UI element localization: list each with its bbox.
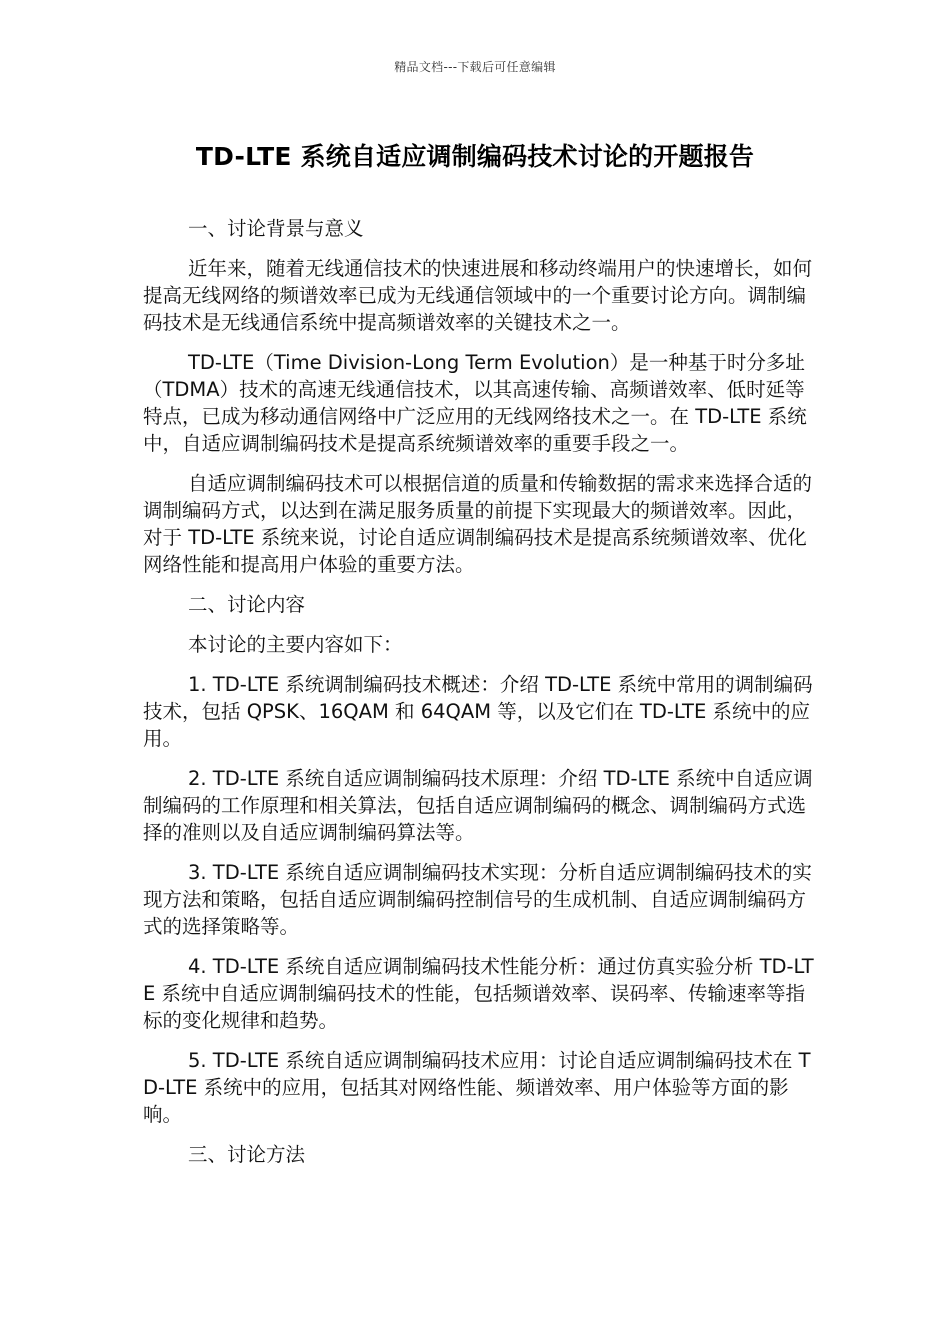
list-item: 1. TD-LTE 系统调制编码技术概述：介绍 TD-LTE 系统中常用的调制编码技术，包括 QPSK、16QAM 和 64QAM 等，以及它们在 TD-LTE 系统中的应用。 (143, 673, 813, 750)
paragraph: 自适应调制编码技术可以根据信道的质量和传输数据的需求来选择合适的调制编码方式，以达到在满足服务质量的前提下实现最大的频谱效率。因此，对于 TD-LTE 系统来说，讨论自适应调制编码技术是提高系统频谱效率、优化网络性能和提高用户体验的重要方法。 (143, 472, 813, 576)
section-heading-background: 一、讨论背景与意义 (188, 217, 364, 240)
section-heading-content: 二、讨论内容 (188, 593, 306, 616)
list-item: 4. TD-LTE 系统自适应调制编码技术性能分析：通过仿真实验分析 TD-LTE 系统中自适应调制编码技术的性能，包括频谱效率、误码率、传输速率等指标的变化规律和趋势。 (143, 955, 814, 1032)
paragraph: TD-LTE（Time Division-Long Term Evolution）是一种基于时分多址（TDMA）技术的高速无线通信技术，以其高速传输、高频谱效率、低时延等特点，已成为移动通信网络中广泛应用的无线网络技术之一。在 TD-LTE 系统中，自适应调制编码技术是提高系统频谱效率的重要手段之一。 (143, 351, 807, 455)
document-body (143, 215, 815, 1181)
list-item: 3. TD-LTE 系统自适应调制编码技术实现：分析自适应调制编码技术的实现方法和策略，包括自适应调制编码控制信号的生成机制、自适应调制编码方式的选择策略等。 (143, 861, 812, 938)
list-item: 2. TD-LTE 系统自适应调制编码技术原理：介绍 TD-LTE 系统中自适应调制编码的工作原理和相关算法，包括自适应调制编码的概念、调制编码方式选择的准则以及自适应调制编码算法等。 (143, 767, 813, 844)
list-item: 5. TD-LTE 系统自适应调制编码技术应用：讨论自适应调制编码技术在 TD-LTE 系统中的应用，包括其对网络性能、频谱效率、用户体验等方面的影响。 (143, 1049, 811, 1126)
paragraph-intro: 本讨论的主要内容如下： (188, 633, 403, 656)
document-title: TD-LTE 系统自适应调制编码技术讨论的开题报告 (195, 142, 755, 171)
section-heading-method: 三、讨论方法 (188, 1143, 306, 1166)
header-note: 精品文档---下载后可任意编辑 (394, 60, 556, 74)
paragraph: 近年来，随着无线通信技术的快速进展和移动终端用户的快速增长，如何提高无线网络的频谱效率已成为无线通信领域中的一个重要讨论方向。调制编码技术是无线通信系统中提高频谱效率的关键技术之一。 (143, 257, 813, 334)
